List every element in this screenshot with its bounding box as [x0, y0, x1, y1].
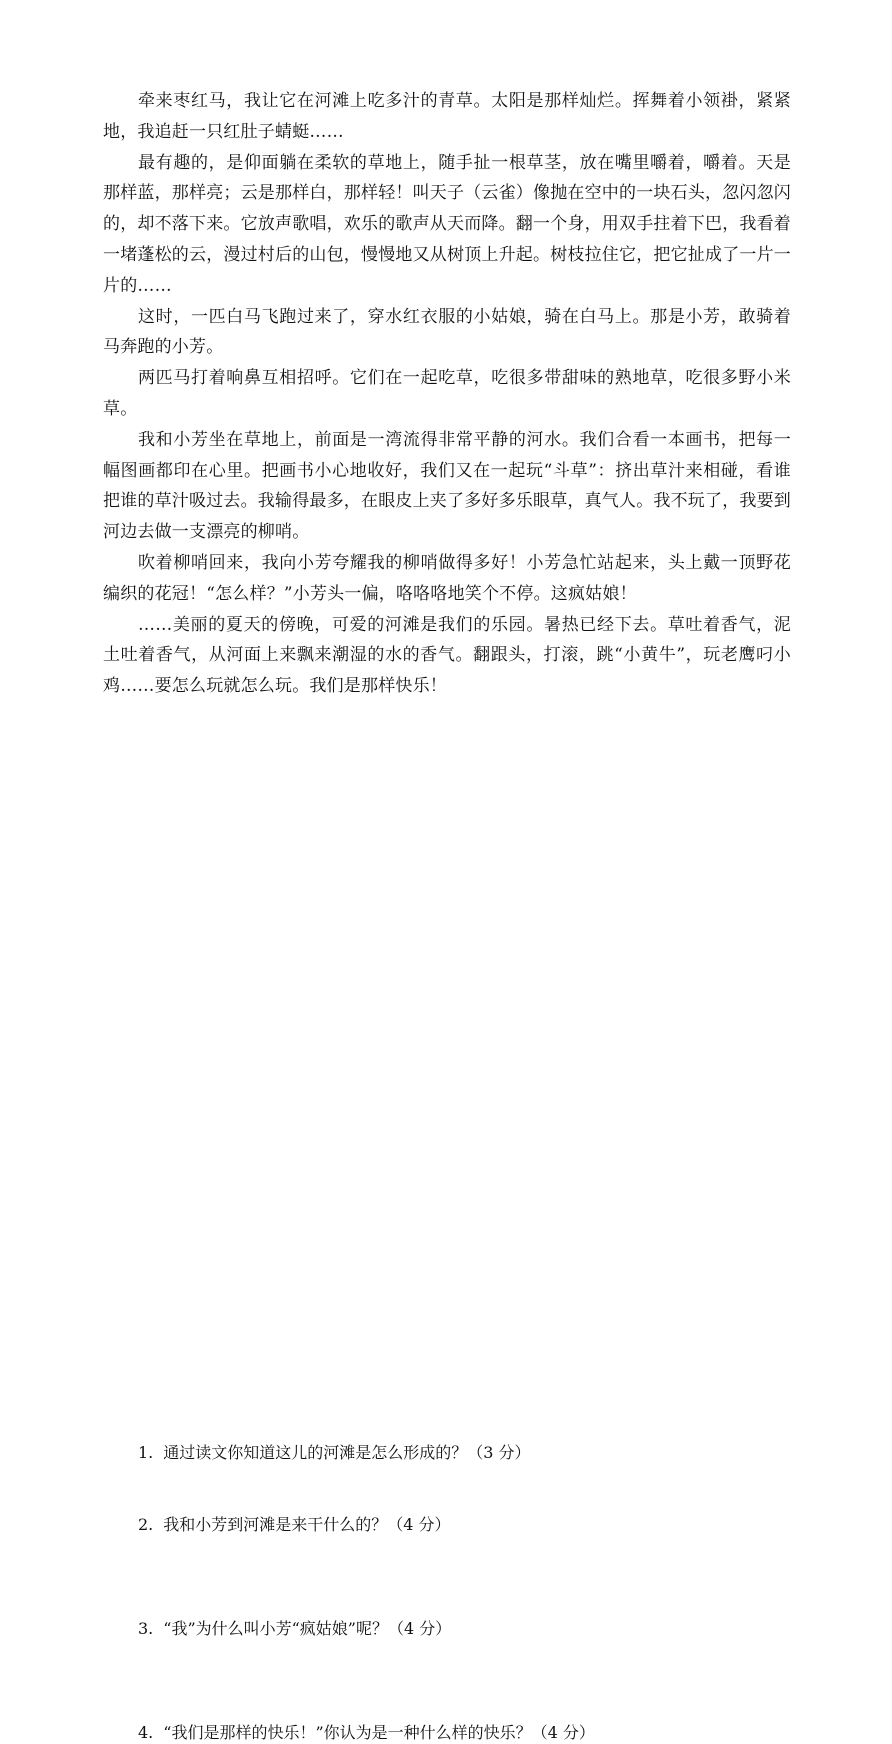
paragraph-1: 牵来枣红马，我让它在河滩上吃多汁的青草。太阳是那样灿烂。挥舞着小领褂，紧紧地，我追赶一只红肚子蜻蜓……	[103, 91, 791, 142]
question-2-text: 我和小芳到河滩是来干什么的？（4 分）	[163, 1514, 451, 1534]
question-4	[138, 1722, 595, 1744]
paragraph-7: ……美丽的夏天的傍晚，可爱的河滩是我们的乐园。暑热已经下去。草吐着香气，泥土吐着香气，从河面上来飘来潮湿的水的香气。翻跟头，打滚，跳“小黄牛”，玩老鹰叼小鸡……要怎么玩就怎么玩。我们是那样快乐！	[103, 614, 791, 697]
question-2	[138, 1514, 451, 1536]
question-3	[138, 1618, 451, 1640]
paragraph-4: 两匹马打着响鼻互相招呼。它们在一起吃草，吃很多带甜味的熟地草，吃很多野小米草。	[103, 368, 791, 419]
question-3-text: “我”为什么叫小芳“疯姑娘”呢？（4 分）	[163, 1618, 452, 1638]
paragraph-5: 我和小芳坐在草地上，前面是一湾流得非常平静的河水。我们合看一本画书，把每一幅图画都印在心里。把画书小心地收好，我们又在一起玩“斗草”：挤出草汁来相碰，看谁把谁的草汁吸过去。我输得最多，在眼皮上夹了多好多乐眼草，真气人。我不玩了，我要到河边去做一支漂亮的柳哨。	[103, 429, 791, 543]
paragraph-3: 这时，一匹白马飞跑过来了，穿水红衣服的小姑娘，骑在白马上。那是小芳，敢骑着马奔跑的小芳。	[103, 306, 791, 358]
question-1-number: 1.	[138, 1442, 154, 1462]
question-1	[138, 1442, 531, 1464]
question-2-number: 2.	[138, 1514, 154, 1534]
paragraph-6: 吹着柳哨回来，我向小芳夸耀我的柳哨做得多好！小芳急忙站起来，头上戴一顶野花编织的花冠！“怎么样？”小芳头一偏，咯咯咯地笑个不停。这疯姑娘！	[103, 552, 791, 604]
question-4-text: “我们是那样的快乐！”你认为是一种什么样的快乐？（4 分）	[163, 1722, 595, 1742]
question-4-number: 4.	[138, 1722, 154, 1742]
question-3-number: 3.	[138, 1618, 154, 1638]
question-1-text: 通过读文你知道这儿的河滩是怎么形成的？（3 分）	[163, 1442, 531, 1462]
paragraph-2: 最有趣的，是仰面躺在柔软的草地上，随手扯一根草茎，放在嘴里嚼着，嚼着。天是那样蓝，那样亮；云是那样白，那样轻！叫天子（云雀）像抛在空中的一块石头，忽闪忽闪的，却不落下来。它放声歌唱，欢乐的歌声从天而降。翻一个身，用双手拄着下巴，我看着一堵蓬松的云，漫过村后的山包，慢慢地又从树顶上升起。树枝拉住它，把它扯成了一片一片的……	[103, 152, 791, 296]
reading-passage	[103, 86, 791, 1742]
